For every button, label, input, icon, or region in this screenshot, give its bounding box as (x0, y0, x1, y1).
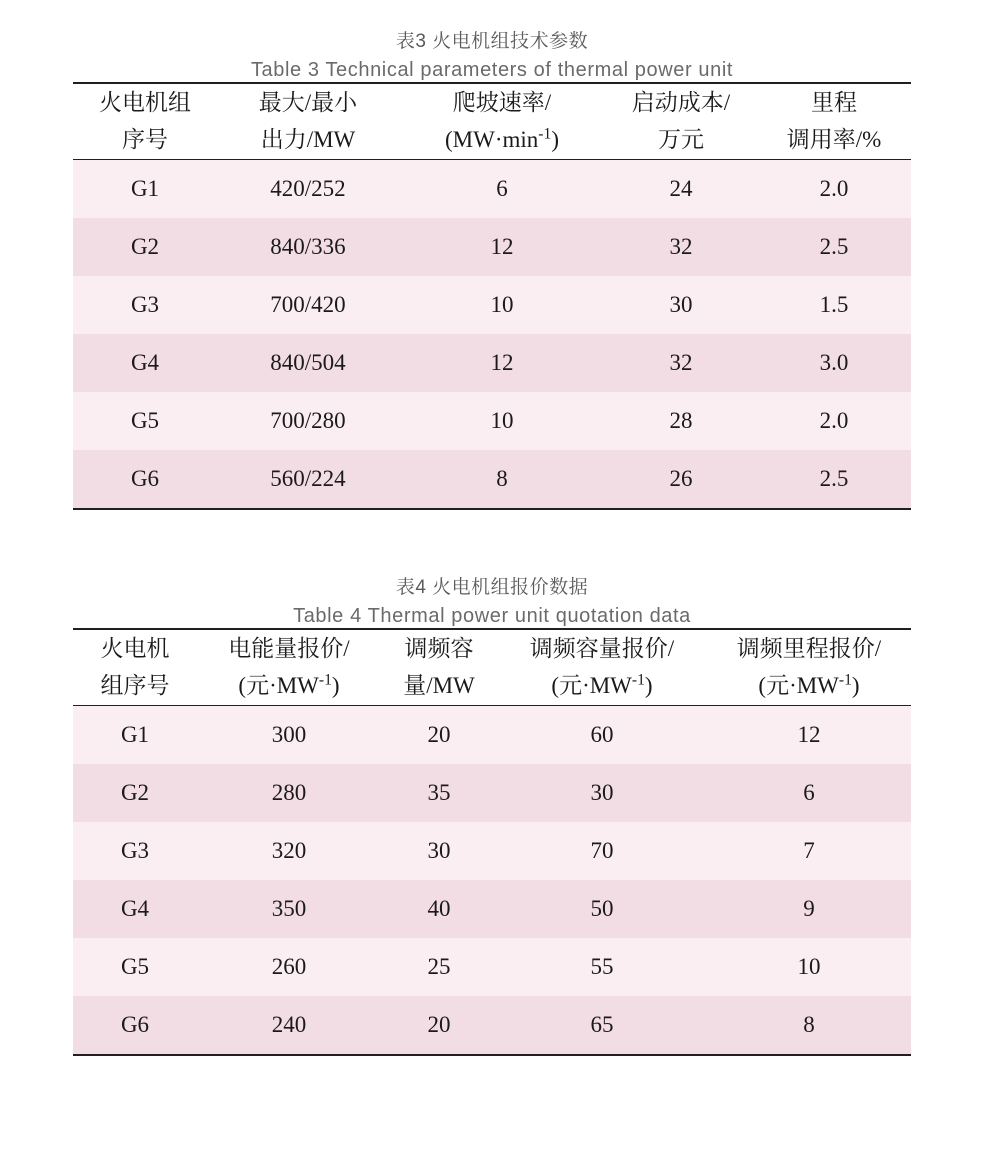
table3-cell: G6 (130, 465, 160, 491)
table4-cell: G6 (120, 1011, 150, 1037)
table4-row (73, 822, 911, 880)
table3-block (0, 0, 984, 510)
table4-cell: 8 (803, 1011, 815, 1037)
table3-cell: 2.0 (819, 407, 849, 433)
table3-cell: 10 (490, 291, 514, 317)
table3-row (73, 218, 911, 276)
table3-header-cell: 最大/最小 (258, 90, 358, 115)
table4-cell: 65 (590, 1011, 614, 1037)
table4-cell: 240 (271, 1011, 307, 1037)
table3-row (73, 276, 911, 334)
table3-cell: 6 (496, 175, 508, 201)
table3-row (73, 450, 911, 509)
table3-caption-en: Table 3 Technical parameters of thermal power unit (250, 59, 734, 81)
table3-cell: 32 (669, 233, 693, 259)
table4-cell: 20 (427, 721, 451, 747)
table4-header-cell: 调频容量报价/ (529, 635, 675, 661)
table3-cell: 12 (490, 349, 514, 375)
table4-cell: 320 (271, 837, 307, 863)
table4-cell: 40 (427, 895, 451, 921)
table4-body (73, 705, 911, 1055)
table3-cell: 2.5 (819, 465, 849, 491)
table3-cell: 560/224 (270, 465, 346, 491)
table4-cell: G5 (120, 953, 150, 979)
table3-row (73, 159, 911, 218)
table3-header-cell: 启动成本/ (631, 90, 731, 115)
table3-cell: 26 (669, 465, 693, 491)
table3-cell: G4 (130, 349, 160, 375)
table4-row (73, 880, 911, 938)
table4-cell: 350 (271, 895, 307, 921)
table4-header-cell: 火电机 (100, 635, 170, 661)
table4-header-cell: 组序号 (100, 673, 170, 699)
table4-cell: 60 (590, 721, 614, 747)
table4-header (73, 629, 911, 705)
table4-block (0, 510, 984, 1056)
table4-cell: 7 (803, 837, 815, 863)
table4-header-cell: 量/MW (403, 673, 475, 699)
table3-cell: G5 (130, 407, 160, 433)
table4-header-cell: 调频容 (404, 635, 474, 661)
table3-cell: 1.5 (819, 291, 849, 317)
table3-cell: 700/420 (270, 291, 346, 317)
table4-cell: G3 (120, 837, 150, 863)
table3-cell: 30 (669, 291, 693, 317)
table3-cell: G3 (130, 291, 160, 317)
table3-header-cell: 里程 (811, 90, 857, 115)
table3-cell: 8 (496, 465, 508, 491)
table3-header-row-1 (73, 83, 911, 121)
table4-row (73, 764, 911, 822)
table4-cell: 50 (590, 895, 614, 921)
table3-header-cell: $(MW\cdot\min^{-1})$ (445, 125, 559, 153)
table4-cell: 25 (427, 953, 451, 979)
table4-cell: 6 (803, 779, 815, 805)
table4-row (73, 705, 911, 764)
table4-header-cell: 调频里程报价/ (736, 635, 882, 661)
table3-header (73, 83, 911, 159)
table3-cell: 840/336 (270, 233, 346, 259)
table3-cell: 3.0 (819, 349, 849, 375)
table4-header-cell: (元$\cdot MW^{-1}$) (551, 671, 653, 699)
table3-cell: G1 (130, 175, 160, 201)
table3-row (73, 392, 911, 450)
table4 (73, 628, 911, 1056)
table3-body (73, 159, 911, 509)
table3-header-row-2 (73, 121, 911, 159)
table3-cell: 10 (490, 407, 514, 433)
table4-header-cell: (元$\cdot MW^{-1}$) (238, 671, 340, 699)
table3-header-cell: 调用率/% (786, 127, 882, 153)
table4-caption-en: Table 4 Thermal power unit quotation data (293, 604, 691, 627)
table3-cell: 32 (669, 349, 693, 375)
table4-cell: G4 (120, 895, 150, 921)
table4-cell: 55 (590, 953, 614, 979)
table4-header-cell: 电能量报价/ (228, 635, 350, 661)
table4-cell: 35 (427, 779, 451, 805)
table3-row (73, 334, 911, 392)
table4-cell: 12 (797, 721, 821, 747)
table3-header-cell: 火电机组 (99, 90, 191, 115)
table4-cell: 9 (803, 895, 815, 921)
table3-cell: 12 (490, 233, 514, 259)
table4-cell: 300 (271, 721, 307, 747)
table3-cell: 2.5 (819, 233, 849, 259)
table4-row (73, 996, 911, 1055)
table3-cell: G2 (130, 233, 160, 259)
table4-caption-cn: 表4 火电机组报价数据 (395, 576, 589, 598)
table3-header-cell: 爬坡速率/ (452, 90, 552, 115)
table3-header-cell: 万元 (658, 127, 704, 153)
table4-header-row-2 (73, 667, 911, 705)
table4-cell: 30 (590, 779, 614, 805)
table4-cell: G2 (120, 779, 150, 805)
table3-cell: 2.0 (819, 175, 849, 201)
table3 (73, 82, 911, 510)
table3-cell: 24 (669, 175, 693, 201)
table4-cell: G1 (120, 721, 150, 747)
table4-cell: 20 (427, 1011, 451, 1037)
table3-cell: 28 (669, 407, 693, 433)
table4-header-row-1 (73, 629, 911, 667)
table3-cell: 420/252 (270, 175, 346, 201)
table4-cell: 70 (590, 837, 614, 863)
table4-header-cell: (元$\cdot MW^{-1}$) (758, 671, 860, 699)
table4-cell: 280 (271, 779, 307, 805)
table4-cell: 260 (271, 953, 307, 979)
table3-caption-cn: 表3 火电机组技术参数 (395, 31, 589, 52)
table3-header-cell: 出力/MW (260, 127, 356, 153)
table3-cell: 700/280 (270, 407, 346, 433)
table3-header-cell: 序号 (122, 127, 168, 153)
table4-row (73, 938, 911, 996)
table3-cell: 840/504 (270, 349, 346, 375)
table4-cell: 10 (797, 953, 821, 979)
table4-cell: 30 (427, 837, 451, 863)
